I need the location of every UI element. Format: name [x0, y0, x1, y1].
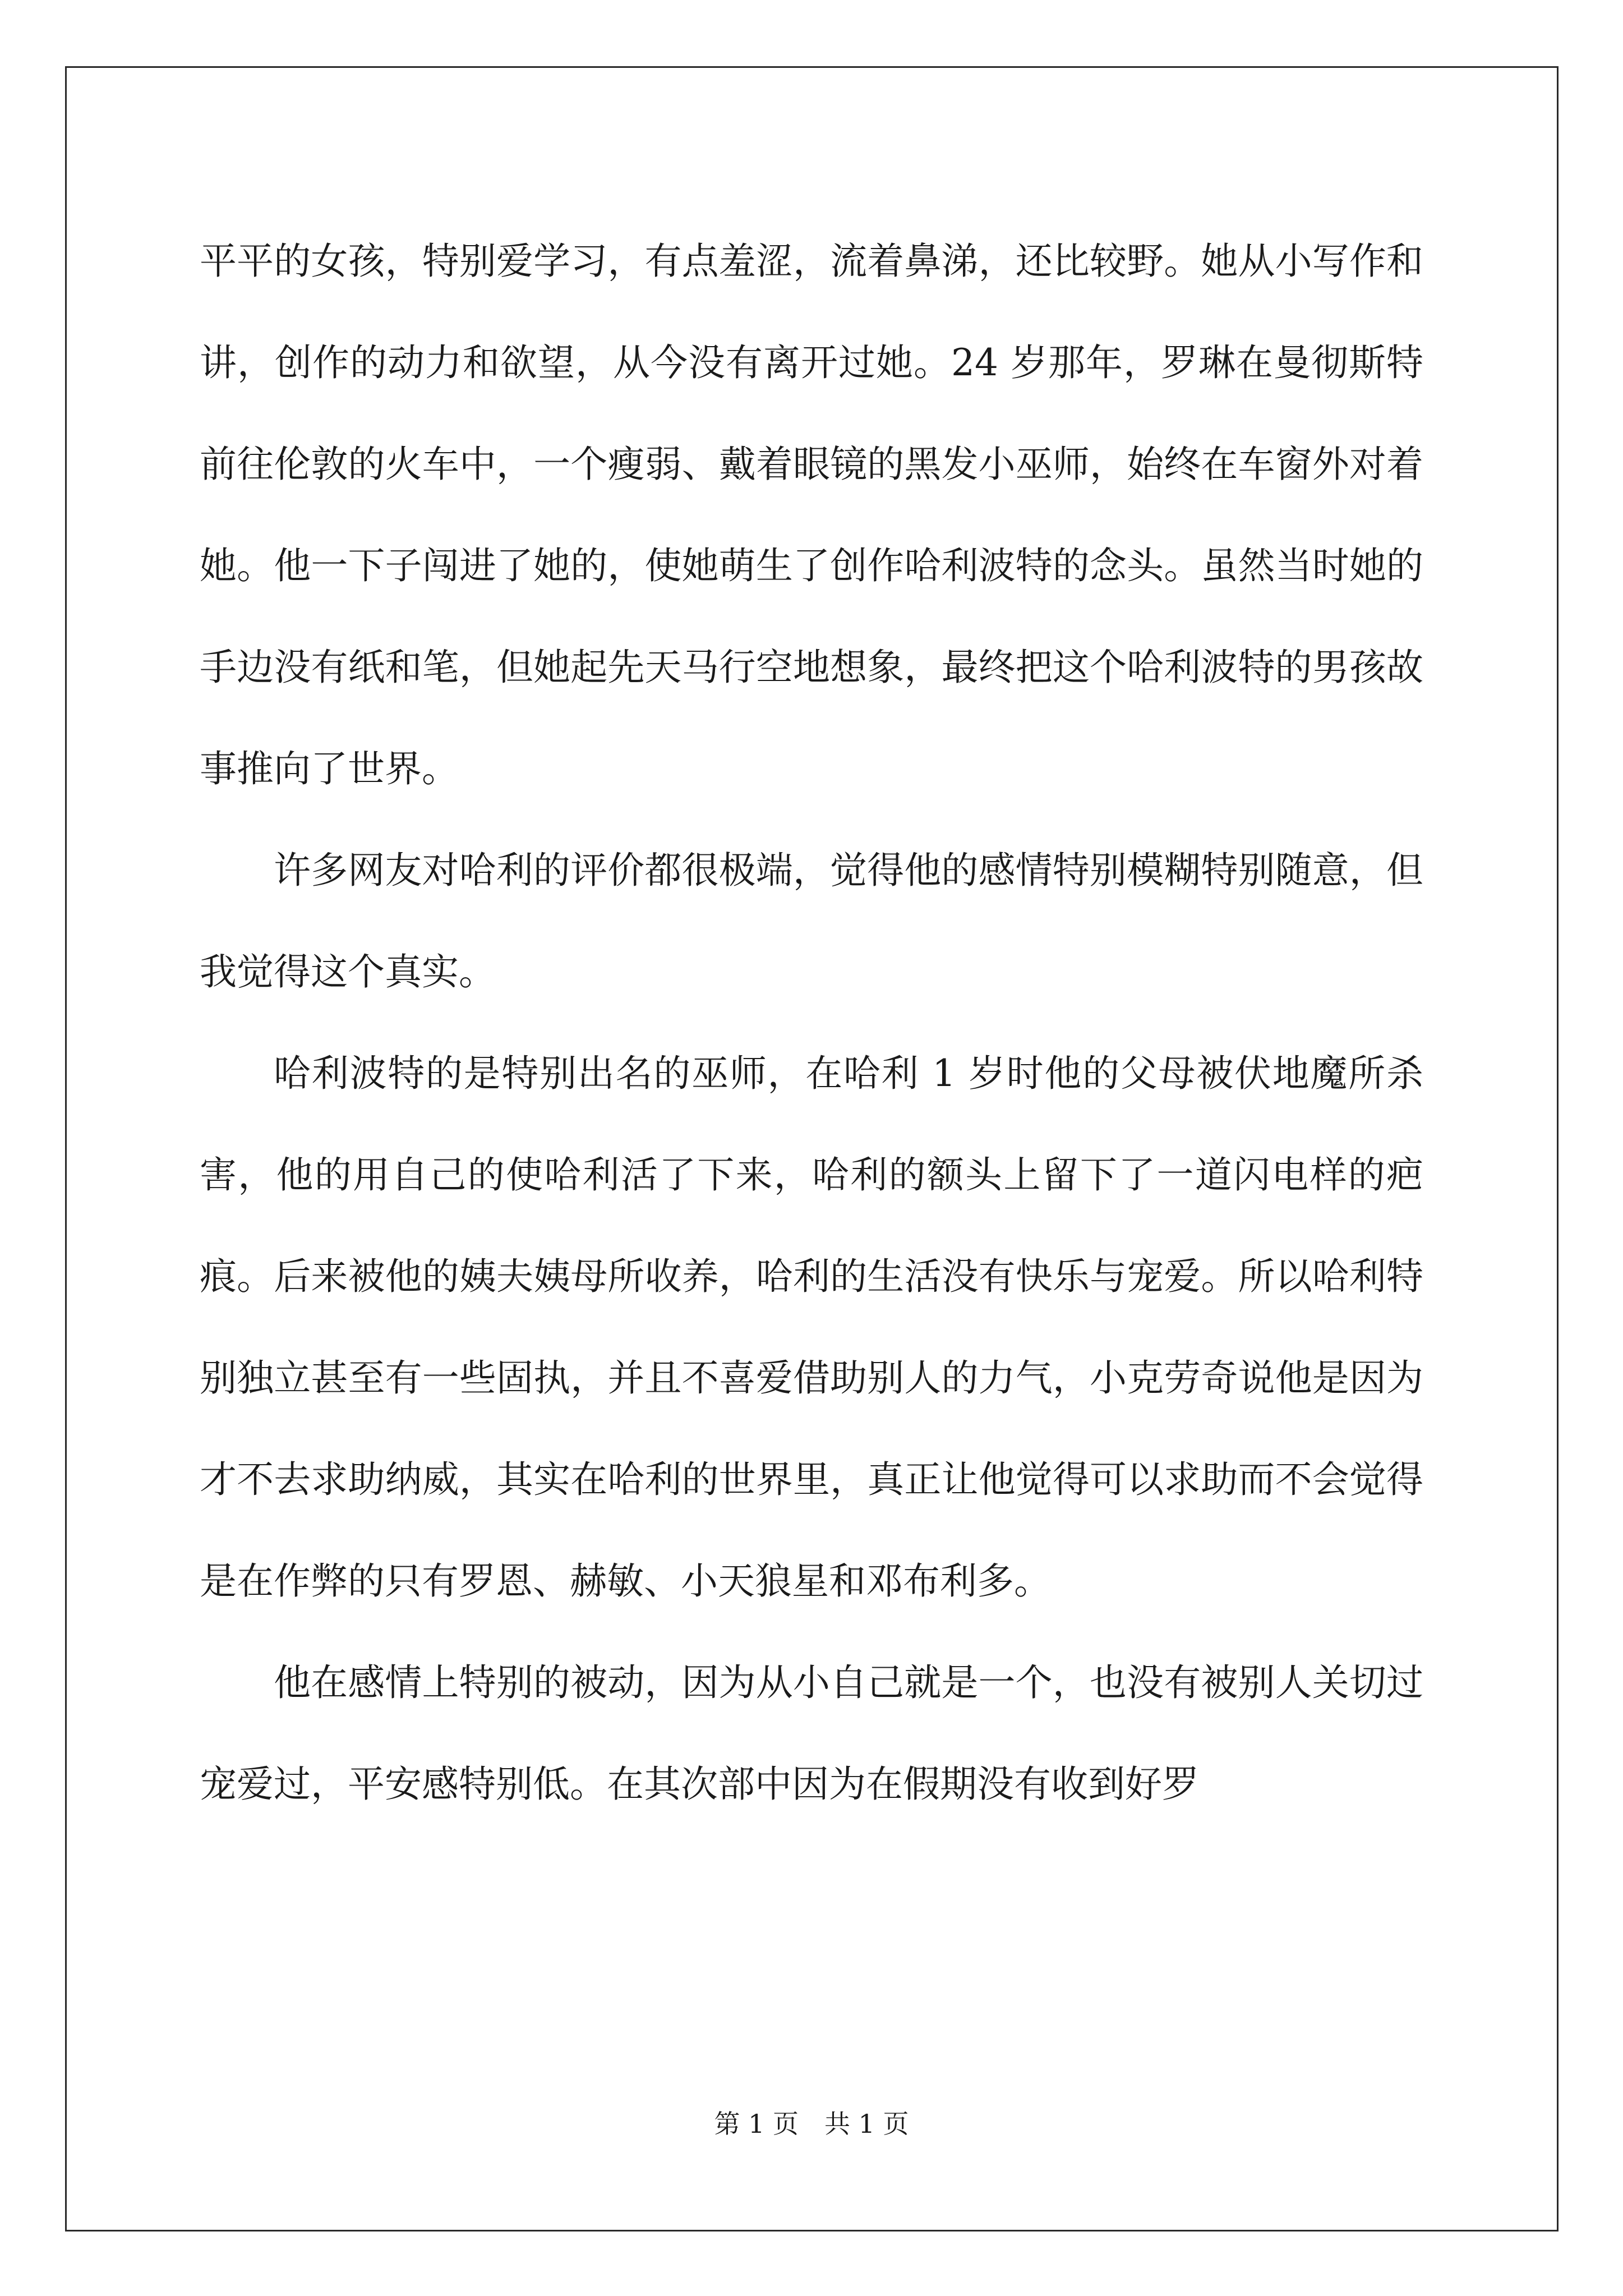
paragraph-2: 许多网友对哈利的评价都很极端，觉得他的感情特别模糊特别随意，但我觉得这个真实。	[200, 849, 1423, 993]
paragraph-3: 哈利波特的是特别出名的巫师，在哈利 1 岁时他的父母被伏地魔所杀害，他的用自己的使哈利活了下来，哈利的额头上留下了一道闪电样的疤痕。后来被他的姨夫姨母所收养，哈利的生活没有快乐与宠爱。所以哈利特别独立甚至有一些固执，并且不喜爱借助别人的力气，小克劳奇说他是因为才不去求助纳威，其实在哈利的世界里，真正让他觉得可以求助而不会觉得是在作弊的只有罗恩、赫敏、小天狼星和邓布利多。	[200, 1052, 1423, 1603]
document-body	[200, 210, 1423, 1835]
paragraph-4: 他在感情上特别的被动，因为从小自己就是一个，也没有被别人关切过宠爱过，平安感特别低。在其次部中因为在假期没有收到好罗	[200, 1661, 1423, 1806]
page-footer	[0, 2107, 1623, 2141]
page-number: 第 1 页	[714, 2109, 799, 2139]
paragraph-1: 平平的女孩，特别爱学习，有点羞涩，流着鼻涕，还比较野。她从小写作和讲，创作的动力和欲望，从今没有离开过她。24 岁那年，罗琳在曼彻斯特前往伦敦的火车中，一个瘦弱、戴着眼镜的黑发小巫师，始终在车窗外对着她。他一下子闯进了她的，使她萌生了创作哈利波特的念头。虽然当时她的手边没有纸和笔，但她起先天马行空地想象，最终把这个哈利波特的男孩故事推向了世界。	[200, 240, 1423, 790]
page-count: 共 1 页	[824, 2109, 909, 2139]
